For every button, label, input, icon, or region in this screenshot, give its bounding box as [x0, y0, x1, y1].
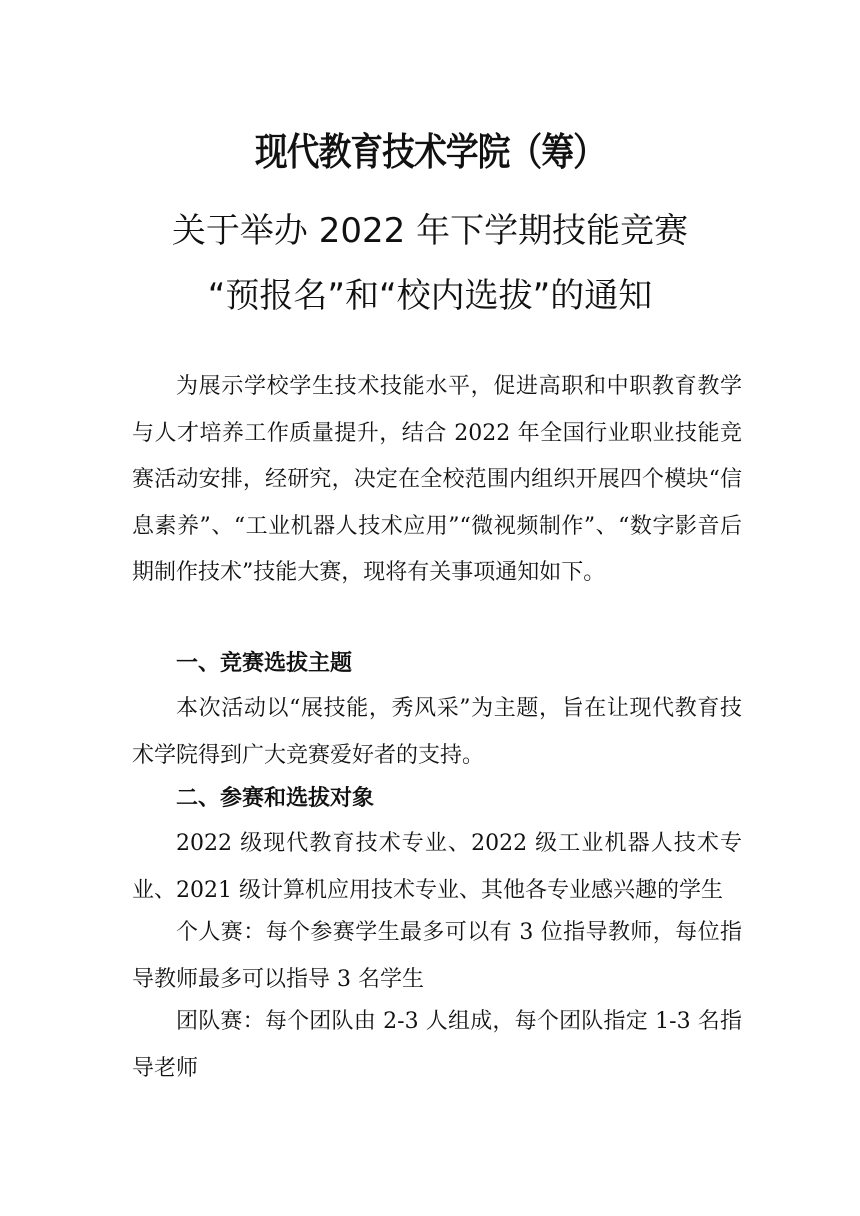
section1-block — [132, 686, 742, 779]
section2-block — [132, 821, 742, 914]
document-title: 现代教育技术学院（筹） — [254, 130, 606, 174]
section1-paragraph: 本次活动以“展技能，秀风采”为主题，旨在让现代教育技术学院得到广大竞赛爱好者的支持。 — [132, 696, 742, 768]
individual-paragraph: 个人赛：每个参赛学生最多可以有 3 位指导教师，每位指导教师最多可以指导 3 名学生 — [132, 920, 742, 992]
section1-heading-block — [132, 640, 742, 687]
section2-heading: 二、参赛和选拔对象 — [176, 785, 375, 811]
intro-paragraph: 为展示学校学生技术技能水平，促进高职和中职教育教学与人才培养工作质量提升，结合 2022 年全国行业职业技能竞赛活动安排，经研究，决定在全校范围内组织开展四个模块“信息素养”、“工业机器人技术应用”“微视频制作”、“数字影音后期制作技术”技能大赛，现将有关事项通知如下。 — [132, 374, 742, 585]
individual-block — [132, 910, 742, 1003]
team-paragraph: 团队赛：每个团队由 2-3 人组成，每个团队指定 1-3 名指导老师 — [132, 1009, 742, 1081]
document-subtitle-line1: 关于举办 2022 年下学期技能竞赛 — [171, 211, 689, 251]
team-block — [132, 999, 742, 1092]
intro-block — [132, 364, 742, 597]
section2-heading-block — [132, 775, 742, 822]
section1-heading: 一、竞赛选拔主题 — [176, 650, 353, 676]
document-subtitle-line2: “预报名”和“校内选拔”的通知 — [207, 276, 653, 316]
section2-paragraph: 2022 级现代教育技术专业、2022 级工业机器人技术专业、2021 级计算机应用技术专业、其他各专业感兴趣的学生 — [132, 831, 742, 903]
